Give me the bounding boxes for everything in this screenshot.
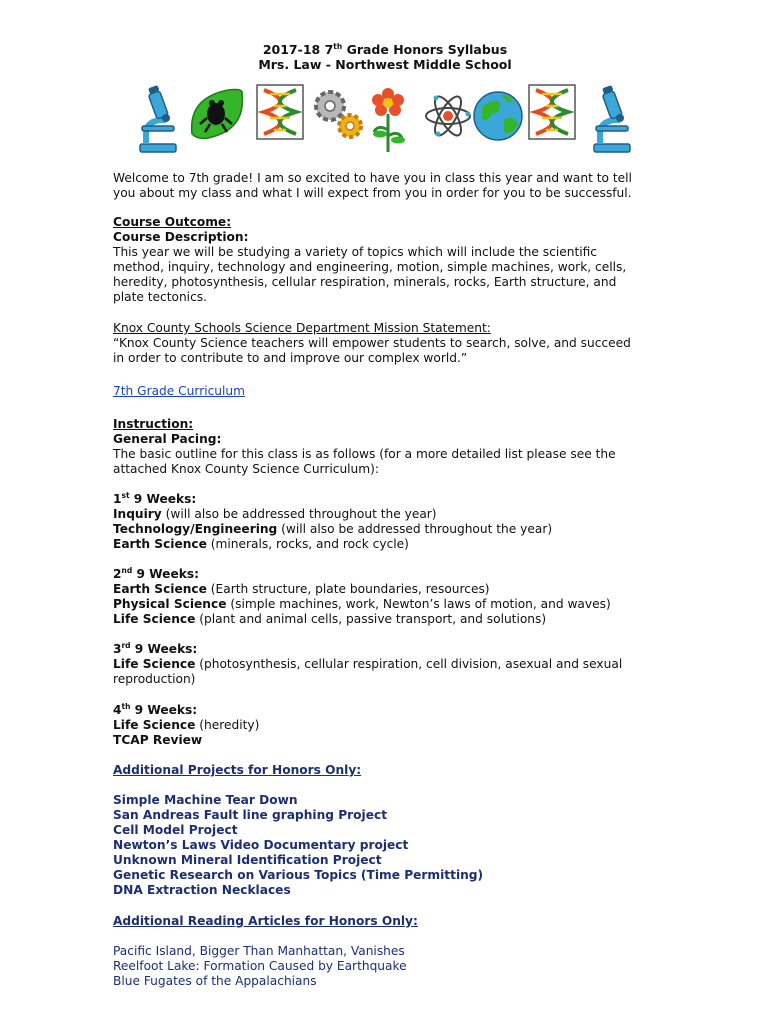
week-block-1 — [113, 492, 673, 552]
week-item: Earth Science (Earth structure, plate boundaries, resources) — [113, 582, 490, 596]
projects-heading: Additional Projects for Honors Only: — [113, 763, 362, 777]
week-heading: 1st 9 Weeks: — [113, 491, 197, 506]
projects-list — [113, 793, 673, 898]
page-title: 2017-18 7th Grade Honors Syllabus — [262, 42, 508, 57]
week-heading: 4th 9 Weeks: — [113, 702, 198, 717]
dna-icon — [528, 84, 576, 140]
course-outcome-heading: Course Outcome: — [113, 215, 232, 229]
reading-heading: Additional Reading Articles for Honors Only: — [113, 914, 418, 928]
week-block-4 — [113, 703, 673, 748]
week-item: Technology/Engineering (will also be addressed throughout the year) — [113, 522, 553, 536]
week-item: Inquiry (will also be addressed throughout the year) — [113, 507, 437, 521]
week-item: Life Science (heredity) — [113, 718, 260, 732]
week-heading: 3rd 9 Weeks: — [113, 641, 198, 656]
course-description-heading: Course Description: — [113, 230, 249, 244]
week-heading: 2nd 9 Weeks: — [113, 566, 199, 581]
week-item: Physical Science (simple machines, work, Newton’s laws of motion, and waves) — [113, 597, 611, 611]
week-item: reproduction) — [113, 672, 196, 686]
globe-icon — [472, 84, 524, 144]
projects-section — [113, 763, 673, 778]
general-pacing-heading: General Pacing: — [113, 432, 222, 446]
list-item: Simple Machine Tear Down — [113, 793, 298, 807]
week-item: Earth Science (minerals, rocks, and rock cycle) — [113, 537, 409, 551]
list-item: Reelfoot Lake: Formation Caused by Earthquake — [113, 959, 407, 973]
mission-section: Knox County Schools Science Department Mission Statement: “Knox County Science teachers will empower students to search, solve, and succeed in order to contribute to and improve our complex world.” — [113, 321, 673, 366]
list-item: Genetic Research on Various Topics (Time Permitting) — [113, 868, 484, 882]
instruction-heading: Instruction: — [113, 417, 194, 431]
curriculum-link[interactable]: 7th Grade Curriculum — [113, 384, 245, 398]
microscope-icon — [136, 84, 180, 154]
instruction-section: Instruction: General Pacing: The basic outline for this class is as follows (for a more detailed list please see the attached Knox County Science Curriculum): — [113, 417, 673, 477]
week-item: TCAP Review — [113, 733, 203, 747]
microscope-icon — [590, 84, 634, 154]
page-subtitle: Mrs. Law - Northwest Middle School — [258, 57, 512, 72]
reading-section — [113, 914, 673, 929]
science-icon-banner — [132, 84, 642, 156]
list-item: Pacific Island, Bigger Than Manhattan, Vanishes — [113, 944, 405, 958]
course-section: Course Outcome: Course Description: This year we will be studying a variety of topics which will include the scientific method, inquiry, technology and engineering, motion, simple machines, work, cells, heredity, photosynthesis, cellular respiration, minerals, rocks, Earth structure, and plate tectonics. — [113, 215, 673, 305]
reading-list — [113, 944, 673, 989]
list-item: Newton’s Laws Video Documentary project — [113, 838, 409, 852]
intro-paragraph: Welcome to 7th grade! I am so excited to have you in class this year and want to tell you about my class and what I will expect from you in order for you to be successful. — [113, 171, 632, 200]
list-item: San Andreas Fault line graphing Project — [113, 808, 388, 822]
flower-icon — [366, 84, 410, 154]
frog-leaf-icon — [188, 84, 246, 144]
list-item: Unknown Mineral Identification Project — [113, 853, 382, 867]
dna-icon — [256, 84, 304, 140]
list-item: Cell Model Project — [113, 823, 238, 837]
mission-heading: Knox County Schools Science Department Mission Statement: — [113, 321, 491, 335]
week-block-3 — [113, 642, 673, 687]
week-item: Life Science (photosynthesis, cellular respiration, cell division, asexual and sexual — [113, 657, 623, 671]
gears-icon — [308, 84, 368, 144]
atom-icon — [424, 84, 472, 144]
list-item: Blue Fugates of the Appalachians — [113, 974, 317, 988]
week-item: Life Science (plant and animal cells, passive transport, and solutions) — [113, 612, 547, 626]
week-block-2 — [113, 567, 673, 627]
list-item: DNA Extraction Necklaces — [113, 883, 291, 897]
